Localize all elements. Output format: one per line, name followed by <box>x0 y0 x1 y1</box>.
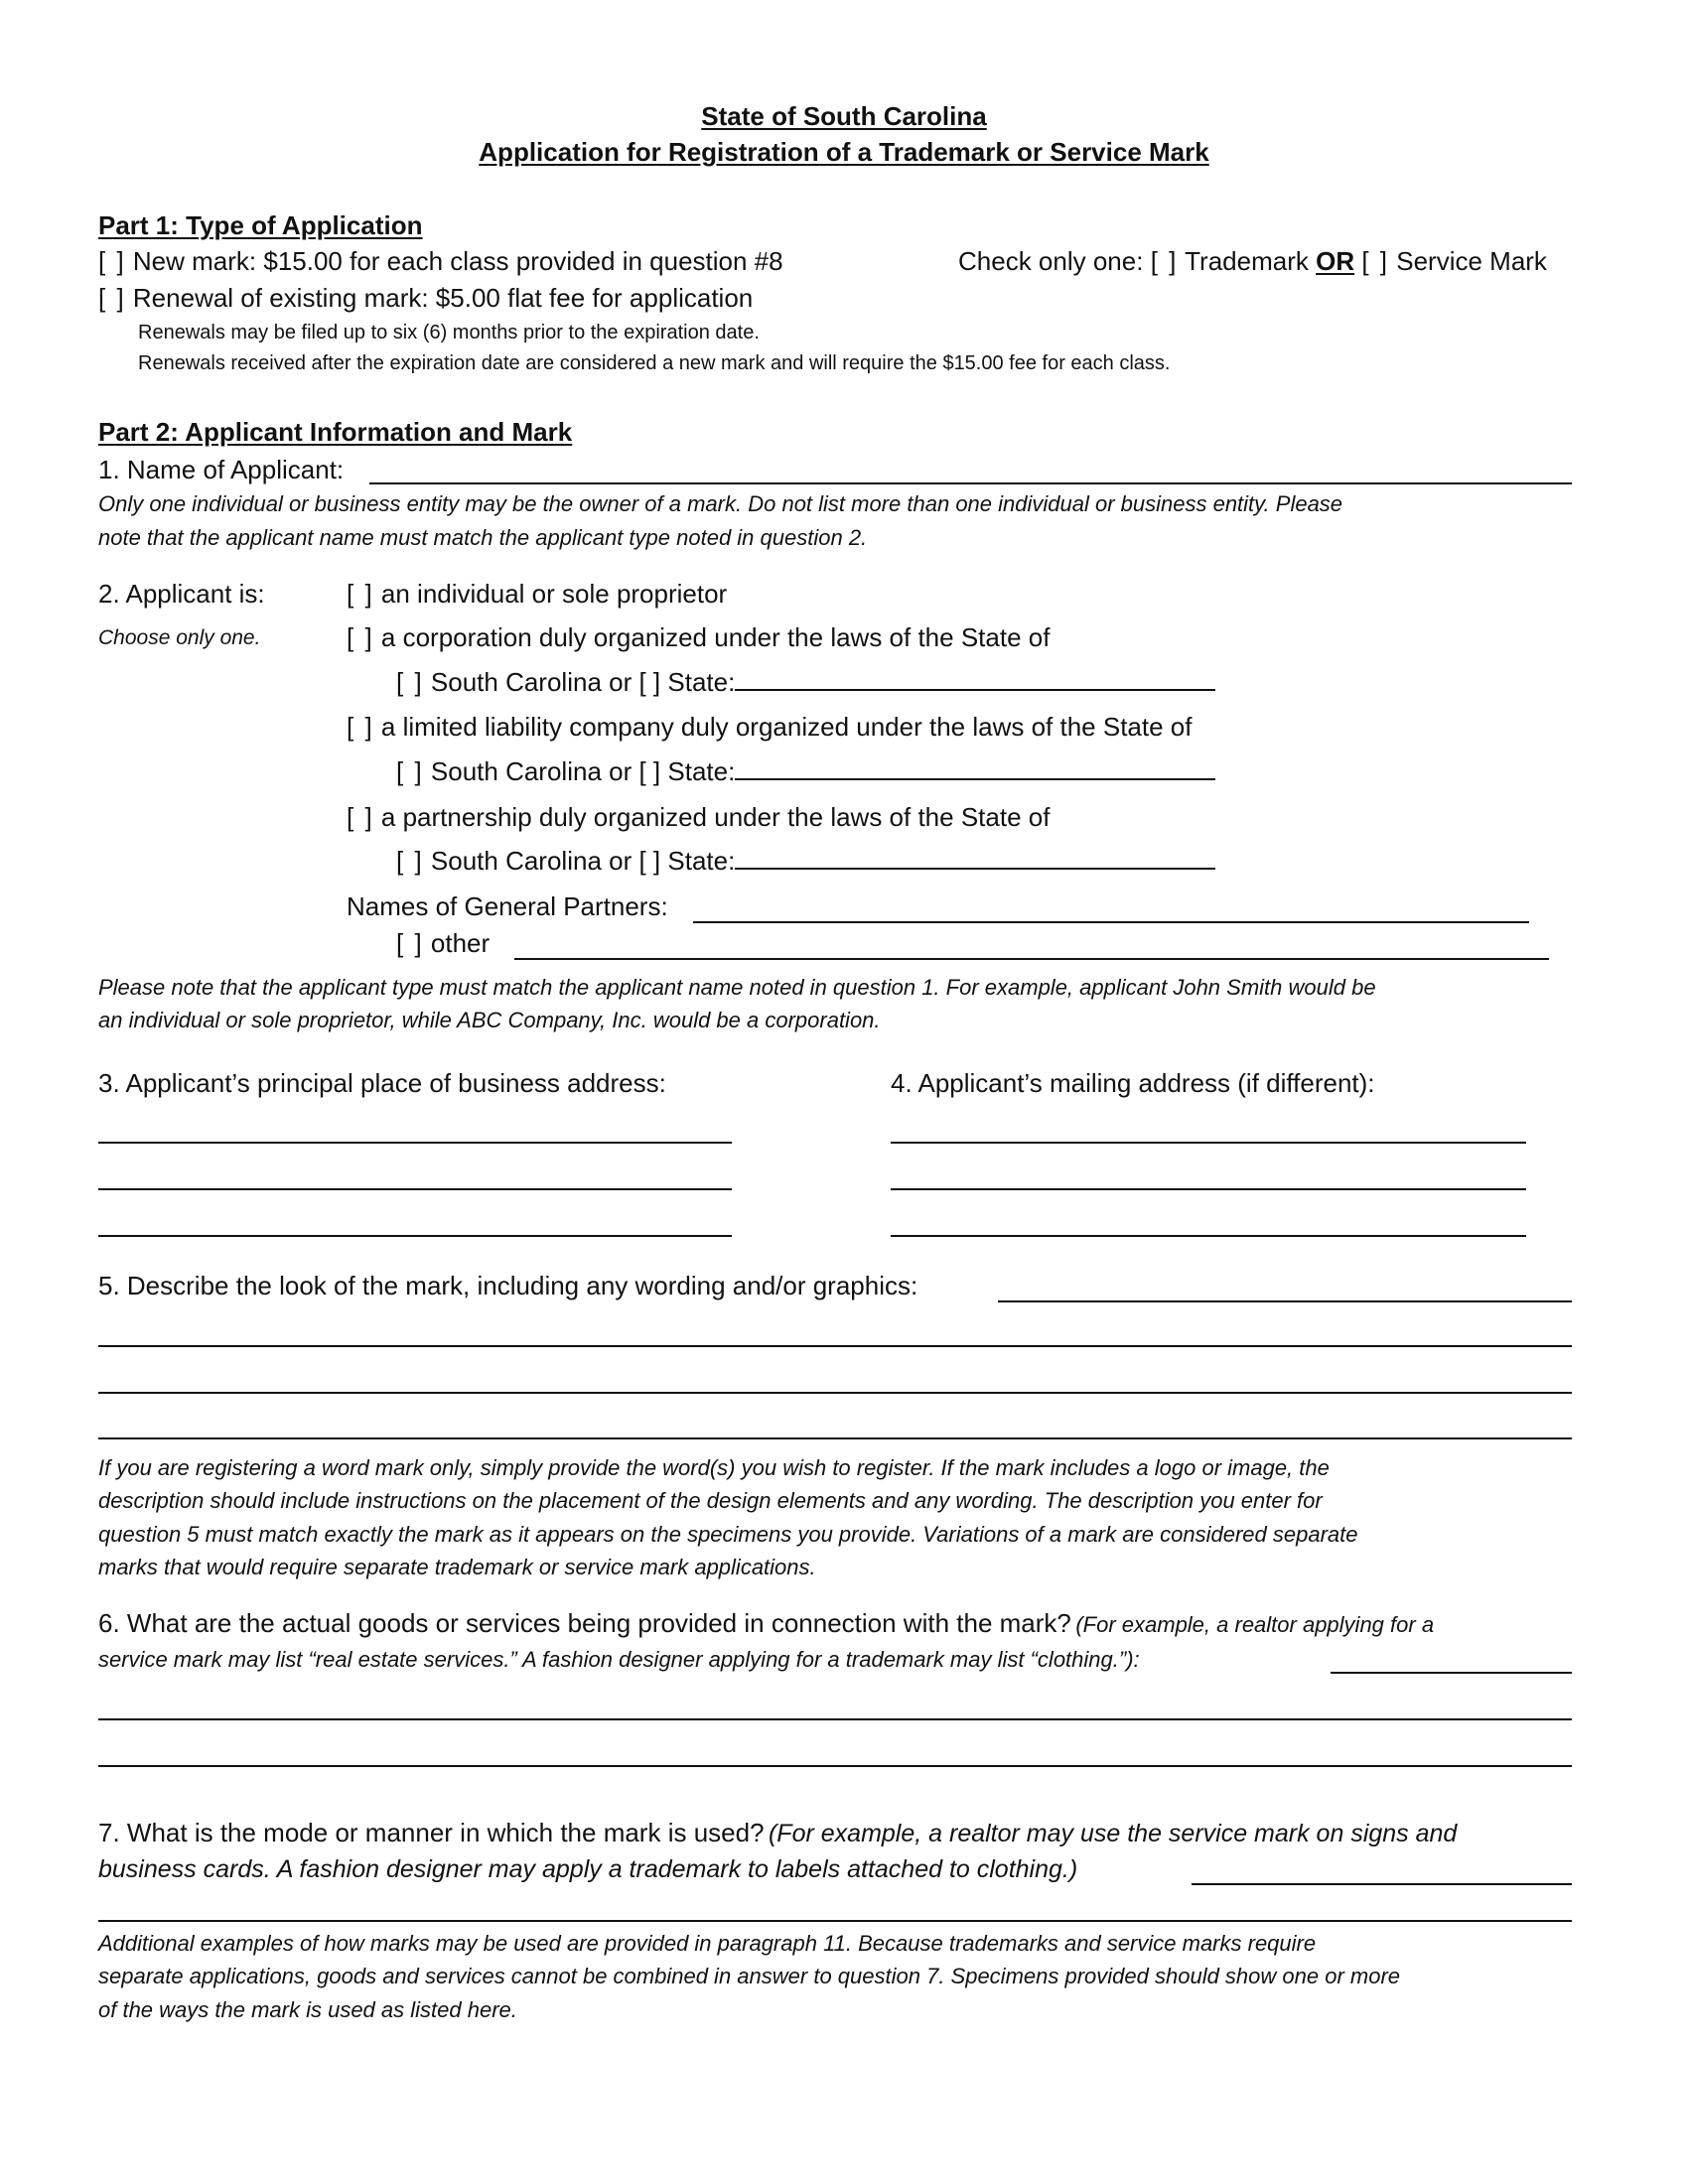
other-type-field[interactable] <box>514 958 1549 960</box>
q2-note-2: an individual or sole proprietor, while ABC Company, Inc. would be a corporation. <box>98 1008 881 1032</box>
q7-example-2: business cards. A fashion designer may apply a trademark to labels attached to clothing.) <box>98 1855 1078 1883</box>
individual-label: an individual or sole proprietor <box>380 579 728 609</box>
renewal-note-2: Renewals received after the expiration date are considered a new mark and will require the $15.00 fee for each class. <box>138 352 1171 374</box>
q6-example-1: (For example, a realtor applying for a <box>1075 1612 1435 1637</box>
q7-example-1: (For example, a realtor may use the service mark on signs and <box>768 1820 1458 1847</box>
general-partners-label: Names of General Partners: <box>347 891 668 921</box>
q6-question <box>98 1608 1434 1639</box>
llc-checkbox[interactable]: [ ] <box>347 712 374 742</box>
service-mark-label: Service Mark <box>1396 246 1547 276</box>
state-label: State: <box>667 846 736 876</box>
applicant-type-llc[interactable] <box>347 712 1192 743</box>
q6-example-2: service mark may list “real estate services.” A fashion designer applying for a trademark may list “clothing.”): <box>98 1647 1140 1672</box>
mark-usage-line-1[interactable] <box>1192 1883 1572 1885</box>
mark-usage-line-2[interactable] <box>98 1920 1572 1922</box>
trademark-label: Trademark <box>1185 246 1309 276</box>
mailing-address-line-2[interactable] <box>891 1188 1526 1190</box>
partnership-other-state-checkbox[interactable]: [ ] <box>638 846 661 876</box>
mark-type-selector <box>958 246 1547 277</box>
renewal-label: Renewal of existing mark: $5.00 flat fee for application <box>132 283 754 313</box>
sc-label: South Carolina or <box>430 846 633 876</box>
q1-note-2: note that the applicant name must match the applicant type noted in question 2. <box>98 525 868 550</box>
sc-label: South Carolina or <box>430 667 633 697</box>
mark-description-line-1[interactable] <box>998 1300 1572 1302</box>
or-label: OR <box>1316 246 1355 276</box>
partnership-label: a partnership duly organized under the laws of the State of <box>380 802 1051 832</box>
q6-label: 6. What are the actual goods or services being provided in connection with the mark? <box>98 1608 1071 1638</box>
q7-note-2: separate applications, goods and services cannot be combined in answer to question 7. Specimens provided should show one or more <box>98 1964 1401 1988</box>
q7-note-1: Additional examples of how marks may be used are provided in paragraph 11. Because trademarks and service marks require <box>98 1931 1317 1956</box>
trademark-checkbox[interactable]: [ ] <box>1150 246 1179 276</box>
q1-note-1: Only one individual or business entity may be the owner of a mark. Do not list more than one individual or business entity. Please <box>98 491 1343 516</box>
mark-description-line-3[interactable] <box>98 1392 1572 1394</box>
corporation-checkbox[interactable]: [ ] <box>347 622 374 652</box>
mailing-address-line-1[interactable] <box>891 1142 1526 1144</box>
q4-label: 4. Applicant’s mailing address (if different): <box>891 1068 1375 1098</box>
part2-heading: Part 2: Applicant Information and Mark <box>98 417 573 447</box>
applicant-type-partnership[interactable] <box>347 802 1050 833</box>
mark-description-line-4[interactable] <box>98 1437 1572 1439</box>
q7-label: 7. What is the mode or manner in which the mark is used? <box>98 1818 765 1847</box>
renewal-option[interactable] <box>98 283 753 314</box>
llc-other-state-checkbox[interactable]: [ ] <box>638 756 661 786</box>
partnership-state-row <box>396 846 1215 877</box>
sc-label: South Carolina or <box>430 756 633 786</box>
general-partners-field[interactable] <box>693 921 1529 923</box>
state-label: State: <box>667 756 736 786</box>
q5-note-3: question 5 must match exactly the mark as it appears on the specimens you provide. Variations of a mark are considered separate <box>98 1522 1358 1547</box>
q2-hint: Choose only one. <box>98 626 261 649</box>
partnership-state-field[interactable] <box>735 846 1215 870</box>
other-checkbox[interactable]: [ ] <box>396 928 424 958</box>
q3-label: 3. Applicant’s principal place of business address: <box>98 1068 666 1098</box>
renewal-note-1: Renewals may be filed up to six (6) months prior to the expiration date. <box>138 322 760 343</box>
q5-label: 5. Describe the look of the mark, including any wording and/or graphics: <box>98 1271 918 1300</box>
corporation-sc-checkbox[interactable]: [ ] <box>396 667 424 697</box>
corporation-label: a corporation duly organized under the laws of the State of <box>380 622 1051 652</box>
new-mark-checkbox[interactable]: [ ] <box>98 246 126 276</box>
applicant-name-field[interactable] <box>369 482 1572 484</box>
other-label: other <box>430 928 491 958</box>
applicant-type-corporation[interactable] <box>347 622 1050 653</box>
individual-checkbox[interactable]: [ ] <box>347 579 374 609</box>
corporation-state-field[interactable] <box>735 667 1215 691</box>
service-mark-checkbox[interactable]: [ ] <box>1361 246 1389 276</box>
applicant-type-individual[interactable] <box>347 579 727 610</box>
form-title: Application for Registration of a Trademark or Service Mark <box>479 137 1209 167</box>
applicant-type-other[interactable] <box>396 928 490 959</box>
partnership-checkbox[interactable]: [ ] <box>347 802 374 832</box>
business-address-line-2[interactable] <box>98 1188 732 1190</box>
corporation-other-state-checkbox[interactable]: [ ] <box>638 667 661 697</box>
new-mark-label: New mark: $15.00 for each class provided in question #8 <box>132 246 783 276</box>
partnership-sc-checkbox[interactable]: [ ] <box>396 846 424 876</box>
goods-services-line-2[interactable] <box>98 1718 1572 1720</box>
part1-heading: Part 1: Type of Application <box>98 210 423 240</box>
llc-label: a limited liability company duly organized under the laws of the State of <box>380 712 1193 742</box>
goods-services-line-3[interactable] <box>98 1765 1572 1767</box>
new-mark-option[interactable] <box>98 246 783 277</box>
goods-services-line-1[interactable] <box>1331 1672 1572 1674</box>
renewal-checkbox[interactable]: [ ] <box>98 283 126 313</box>
llc-state-row <box>396 756 1215 787</box>
q7-note-3: of the ways the mark is used as listed here. <box>98 1997 517 2022</box>
q5-note-1: If you are registering a word mark only, simply provide the word(s) you wish to register. If the mark includes a logo or image, the <box>98 1455 1330 1480</box>
form-title-state: State of South Carolina <box>701 101 987 131</box>
q7-question <box>98 1818 1457 1848</box>
state-label: State: <box>667 667 736 697</box>
mailing-address-line-3[interactable] <box>891 1235 1526 1237</box>
business-address-line-3[interactable] <box>98 1235 732 1237</box>
q5-note-4: marks that would require separate trademark or service mark applications. <box>98 1555 816 1579</box>
q5-note-2: description should include instructions on the placement of the design elements and any wording. The description you enter for <box>98 1488 1323 1513</box>
llc-state-field[interactable] <box>735 756 1215 780</box>
q1-label: 1. Name of Applicant: <box>98 455 345 484</box>
q2-label: 2. Applicant is: <box>98 579 265 609</box>
llc-sc-checkbox[interactable]: [ ] <box>396 756 424 786</box>
business-address-line-1[interactable] <box>98 1142 732 1144</box>
check-only-one-label: Check only one: <box>958 246 1144 276</box>
q2-note-1: Please note that the applicant type must match the applicant name noted in question 1. For example, applicant John Smith would be <box>98 975 1376 1000</box>
corporation-state-row <box>396 667 1215 698</box>
mark-description-line-2[interactable] <box>98 1345 1572 1347</box>
